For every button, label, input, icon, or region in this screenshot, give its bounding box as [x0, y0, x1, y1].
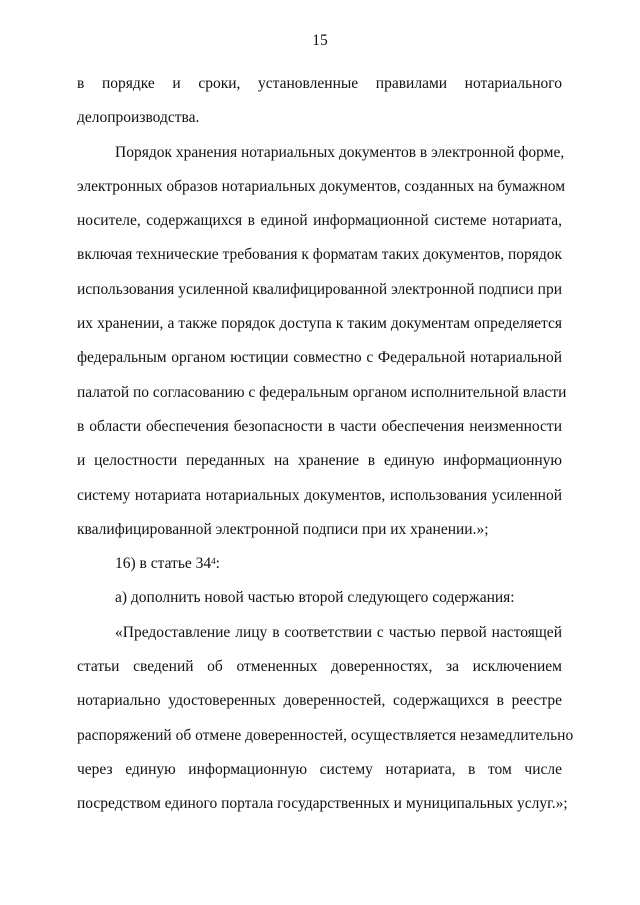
- text-line: [77, 245, 562, 279]
- text-line: [77, 486, 562, 520]
- document-body: [77, 74, 574, 829]
- line-text: распоряжений об отмене доверенностей, осуществляется незамедлительно: [77, 726, 574, 744]
- page-number: 15: [312, 32, 328, 49]
- line-text: нотариально удостоверенных доверенностей, содержащихся в реестре: [77, 692, 562, 710]
- paragraph: [77, 588, 562, 622]
- line-text: Порядок хранения нотариальных документов в электронной форме,: [115, 143, 565, 161]
- line-text: в порядке и сроки, установленные правилами нотариального: [77, 75, 562, 92]
- paragraph: [77, 554, 562, 588]
- text-line: [77, 280, 562, 314]
- text-line: [77, 177, 566, 211]
- text-line: [77, 383, 567, 417]
- line-text: систему нотариата нотариальных документов, использования усиленной: [77, 486, 562, 504]
- line-text: федеральным органом юстиции совместно с Федеральной нотариальной: [77, 349, 562, 367]
- text-line: [77, 623, 562, 657]
- line-text: квалифицированной электронной подписи при их хранении.»;: [77, 520, 489, 538]
- text-line: [77, 520, 562, 554]
- text-line: [77, 794, 568, 828]
- text-line: [77, 726, 574, 760]
- line-text: электронных образов нотариальных документов, созданных на бумажном: [77, 177, 566, 195]
- line-text: 16) в статье 34: [115, 555, 212, 573]
- paragraph: [77, 623, 574, 829]
- text-line: [77, 211, 562, 245]
- text-line: [77, 760, 562, 794]
- line-tail: :: [215, 555, 220, 573]
- line-text: использования усиленной квалифицированной электронной подписи при: [77, 280, 562, 298]
- line-text: через единую информационную систему нотариата, в том числе: [77, 760, 562, 778]
- line-text: а) дополнить новой частью второй следующего содержания:: [115, 589, 515, 607]
- line-text: палатой по согласованию с федеральным органом исполнительной власти: [77, 383, 567, 401]
- line-text: и целостности переданных на хранение в единую информационную: [77, 452, 562, 470]
- paragraph: [77, 143, 567, 555]
- text-line: [77, 143, 565, 177]
- text-line: [77, 417, 562, 451]
- superscript: 4: [211, 556, 216, 567]
- text-line: [77, 108, 562, 142]
- line-text: «Предоставление лицу в соответствии с частью первой настоящей: [115, 623, 562, 641]
- line-text: в области обеспечения безопасности в части обеспечения неизменности: [77, 417, 562, 435]
- text-line: [77, 691, 562, 725]
- line-text: делопроизводства.: [77, 109, 200, 127]
- text-line: [77, 451, 562, 485]
- line-text: их хранении, а также порядок доступа к таким документам определяется: [77, 315, 562, 333]
- line-text: включая технические требования к форматам таких документов, порядок: [77, 246, 563, 264]
- text-line: [77, 348, 562, 382]
- text-line: [77, 554, 562, 588]
- text-line: [77, 74, 562, 108]
- line-text: посредством единого портала государственных и муниципальных услуг.»;: [77, 795, 568, 813]
- line-text: носителе, содержащихся в единой информационной системе нотариата,: [77, 212, 562, 230]
- paragraph: [77, 74, 562, 143]
- text-line: [77, 657, 562, 691]
- text-line: [77, 588, 562, 622]
- line-text: статьи сведений об отмененных доверенностях, за исключением: [77, 658, 562, 676]
- text-line: [77, 314, 562, 348]
